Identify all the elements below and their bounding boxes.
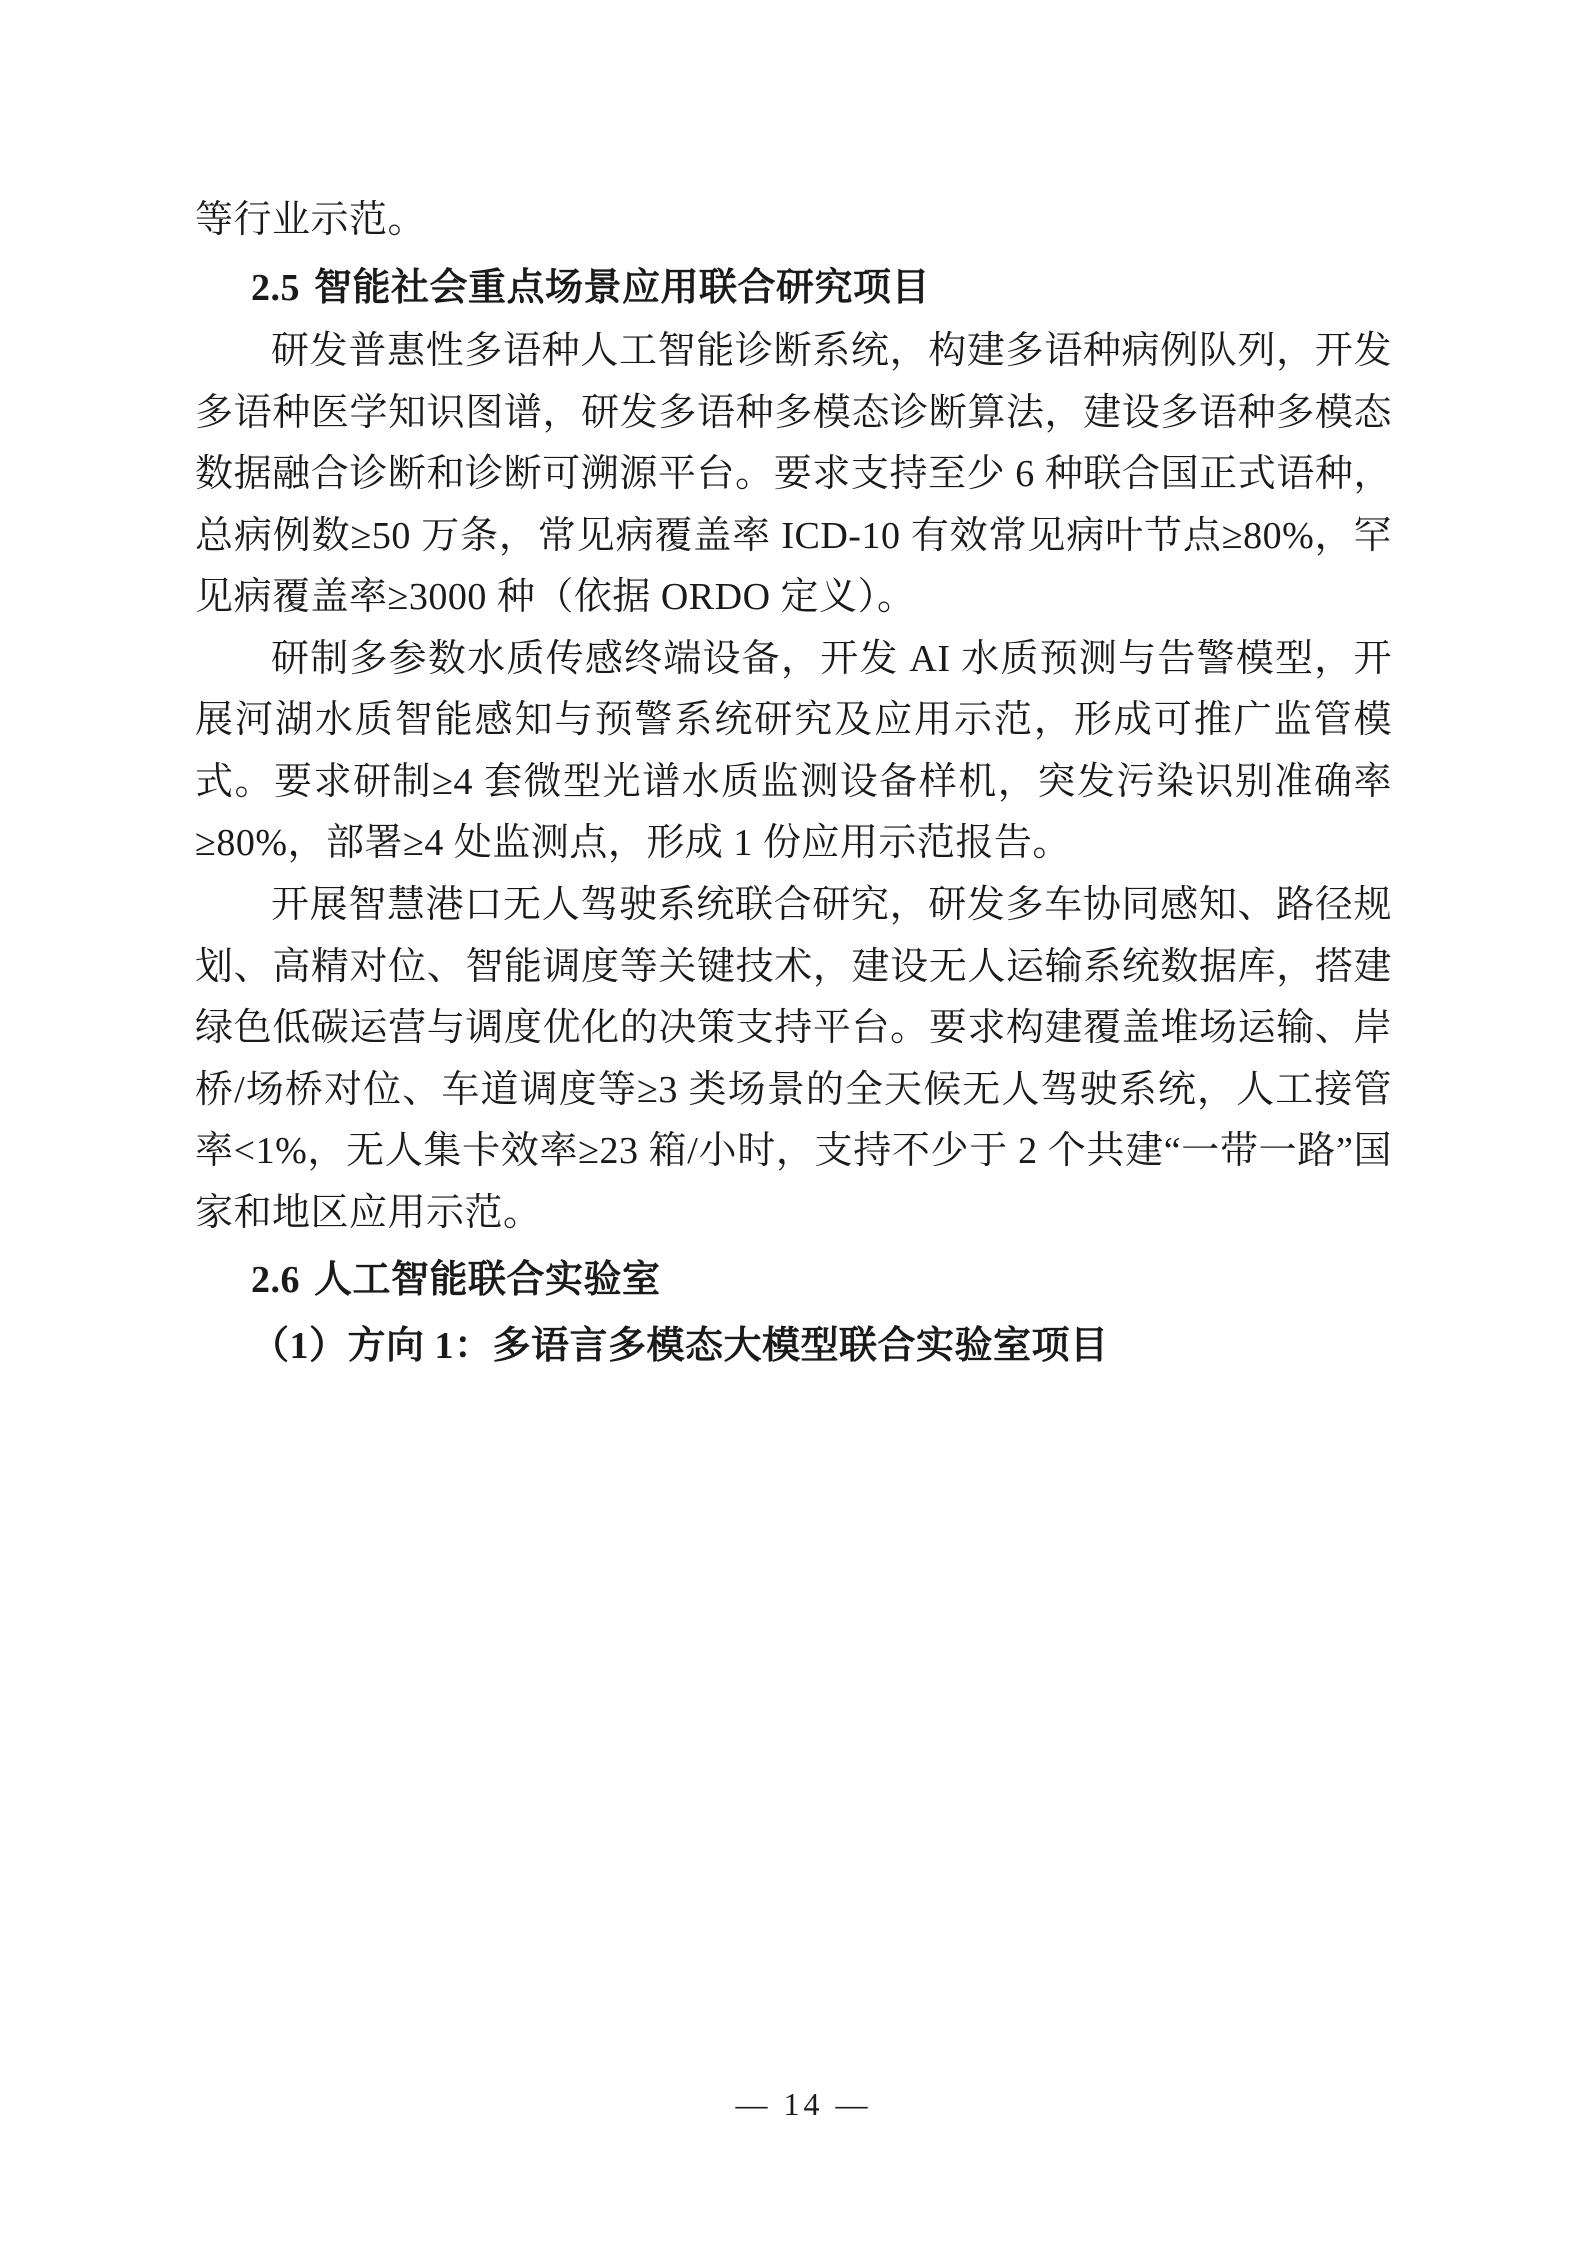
- paragraph-medical-ai: 研发普惠性多语种人工智能诊断系统，构建多语种病例队列，开发多语种医学知识图谱，研发多语种多模态诊断算法，建设多语种多模态数据融合诊断和诊断可溯源平台。要求支持至少 6 种联合国正式语种，总病例数≥50 万条，常见病覆盖率 ICD-10 有效常见病叶节点≥80%，罕见病覆盖率≥3000 种（依据 ORDO 定义）。: [195, 330, 1392, 619]
- page-number: — 14 —: [735, 2086, 872, 2122]
- paragraph-smart-port: 开展智慧港口无人驾驶系统联合研究，研发多车协同感知、路径规划、高精对位、智能调度等关键技术，建设无人运输系统数据库，搭建绿色低碳运营与调度优化的决策支持平台。要求构建覆盖堆场运输、岸桥/场桥对位、车道调度等≥3 类场景的全天候无人驾驶系统，人工接管率<1%，无人集卡效率≥23 箱/小时，支持不少于 2 个共建“一带一路”国家和地区应用示范。: [195, 884, 1392, 1234]
- section-title: 智能社会重点场景应用联合研究项目: [314, 266, 931, 309]
- paragraph-water-quality: 研制多参数水质传感终端设备，开发 AI 水质预测与告警模型，开展河湖水质智能感知与预警系统研究及应用示范，形成可推广监管模式。要求研制≥4 套微型光谱水质监测设备样机，突发污染识别准确率≥80%，部署≥4 处监测点，形成 1 份应用示范报告。: [195, 637, 1392, 865]
- section-number: 2.5: [251, 266, 300, 309]
- section-title: 人工智能联合实验室: [314, 1259, 661, 1302]
- section-number: 2.6: [251, 1259, 300, 1302]
- document-body: [195, 190, 1392, 1377]
- page-footer: [0, 2086, 1587, 2123]
- subsection-heading-direction-1: （1）方向 1：多语言多模态大模型联合实验室项目: [251, 1324, 1109, 1367]
- section-heading-2-6: [195, 1250, 1392, 1312]
- paragraph-continued: 等行业示范。: [195, 199, 427, 241]
- section-heading-2-5: [195, 258, 1392, 320]
